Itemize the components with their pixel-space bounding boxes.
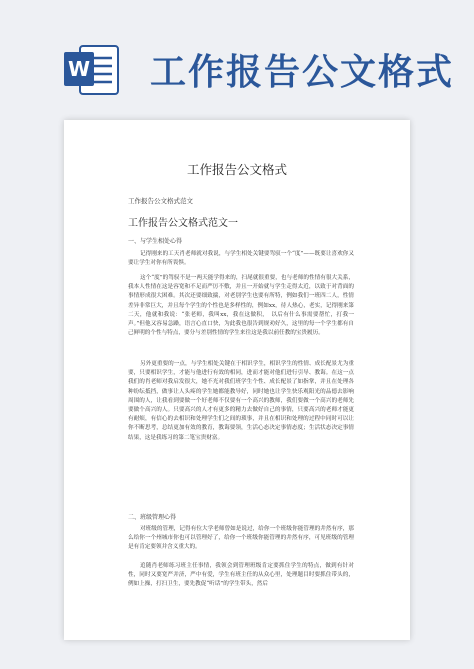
banner-title: 工作报告公文格式	[150, 52, 455, 93]
word-document-icon	[62, 42, 120, 98]
header-banner	[0, 0, 474, 118]
document-page	[64, 120, 410, 640]
section-heading-1: 一、与学生相处心得	[128, 238, 183, 245]
paragraph-1: 记得刚来的工天肖老师就对我说，与学生相处关键要驾驭一个“度”——既要让喜欢你又要让学生对你有所畏惧。	[128, 251, 354, 267]
paragraph-3: 另外更重要的一点，与学生相处关键在于相识学生，相识学生的性情、成长配景尤为重要，只要相识学生，才能与他进行有效的相同，进而才能对他们进行引导、教诲。在这一点我们的肖老师对我启发很大，她不光对我们班学生个性、成长配景了如指掌，并且在处理各种纷纭抵挡，做事让人头疼的学生她都能教导好，同时她也让学生快乐观阳光的品德去影响周围的人，让我看到要做一个好老师不仅要有一个高兴的教师，我们要做一个高兴的老师先要做个高兴的人。只要高兴的人才有更多的精力去做好自己的事情，只要高兴的老师才能更有耐烦，有信心的去相识和处理学生们之间的琐事，并且在相识和处理的过程中同时可以让你不断思考，总结更加有效的教育，教诲要领，生活心态决定事情态度；生活状态决定事情结果，这是我练习的第二笔宝贵财富。	[128, 361, 354, 441]
paragraph-2: 这个“度”的驾驭不是一两天能学得来的，扫尾就很重要，也与老师的性情有很大关系，我本人性情在这是容宽和不足而严厉不敷，并且一开始就与学生走得太近，以致于对背面的事情形成很大困难。其次还要细致揣，对老别学生也要有所特，例如我们一班四二人，性情差异非常巨大，并且每个学生的个性也是多样性的，例如xx，待人热心，老实，记得刚来第二天，他就和我说：“张老师，我叫xx，我在这做积， 以后有什么事需要帮忙，打我一声。”但他又容易急躁，语言心直口快，为此我也很告到规劝好久，这里的每一个学生都有自己鲜明的个性与特点，要分与差别性情的学生来往这是我以前任教的宝贵履历。	[128, 275, 354, 337]
paragraph-5: 追随肖老师练习班主任事情，我领会到管理班级肯定要抓住学生的特点，做到有针对性，同时又要宽严并济，严中有爱，学生有班主任的从众心里，处理题目时要抓住带头的，例如上操，打扫卫生，要先教促“听话”的学生带头，然后	[128, 563, 354, 588]
word-logo-letter: W	[67, 57, 91, 81]
document-subtitle-small: 工作报告公文格式范文	[128, 197, 193, 205]
document-title: 工作报告公文格式	[186, 162, 287, 177]
document-subtitle: 工作报告公文格式范文一	[128, 218, 238, 229]
section-heading-2: 二、班级管理心得	[128, 514, 177, 521]
paragraph-4: 对班级的管理，记得有位大学老师曾如是说过，给你一个班级你能管理的井然有序，那么给你一个州城市你也可以管理好了，给你一个班级你能管理的井然有序，可见班级的管理是有肯定要领并含义重大的。	[128, 526, 354, 551]
